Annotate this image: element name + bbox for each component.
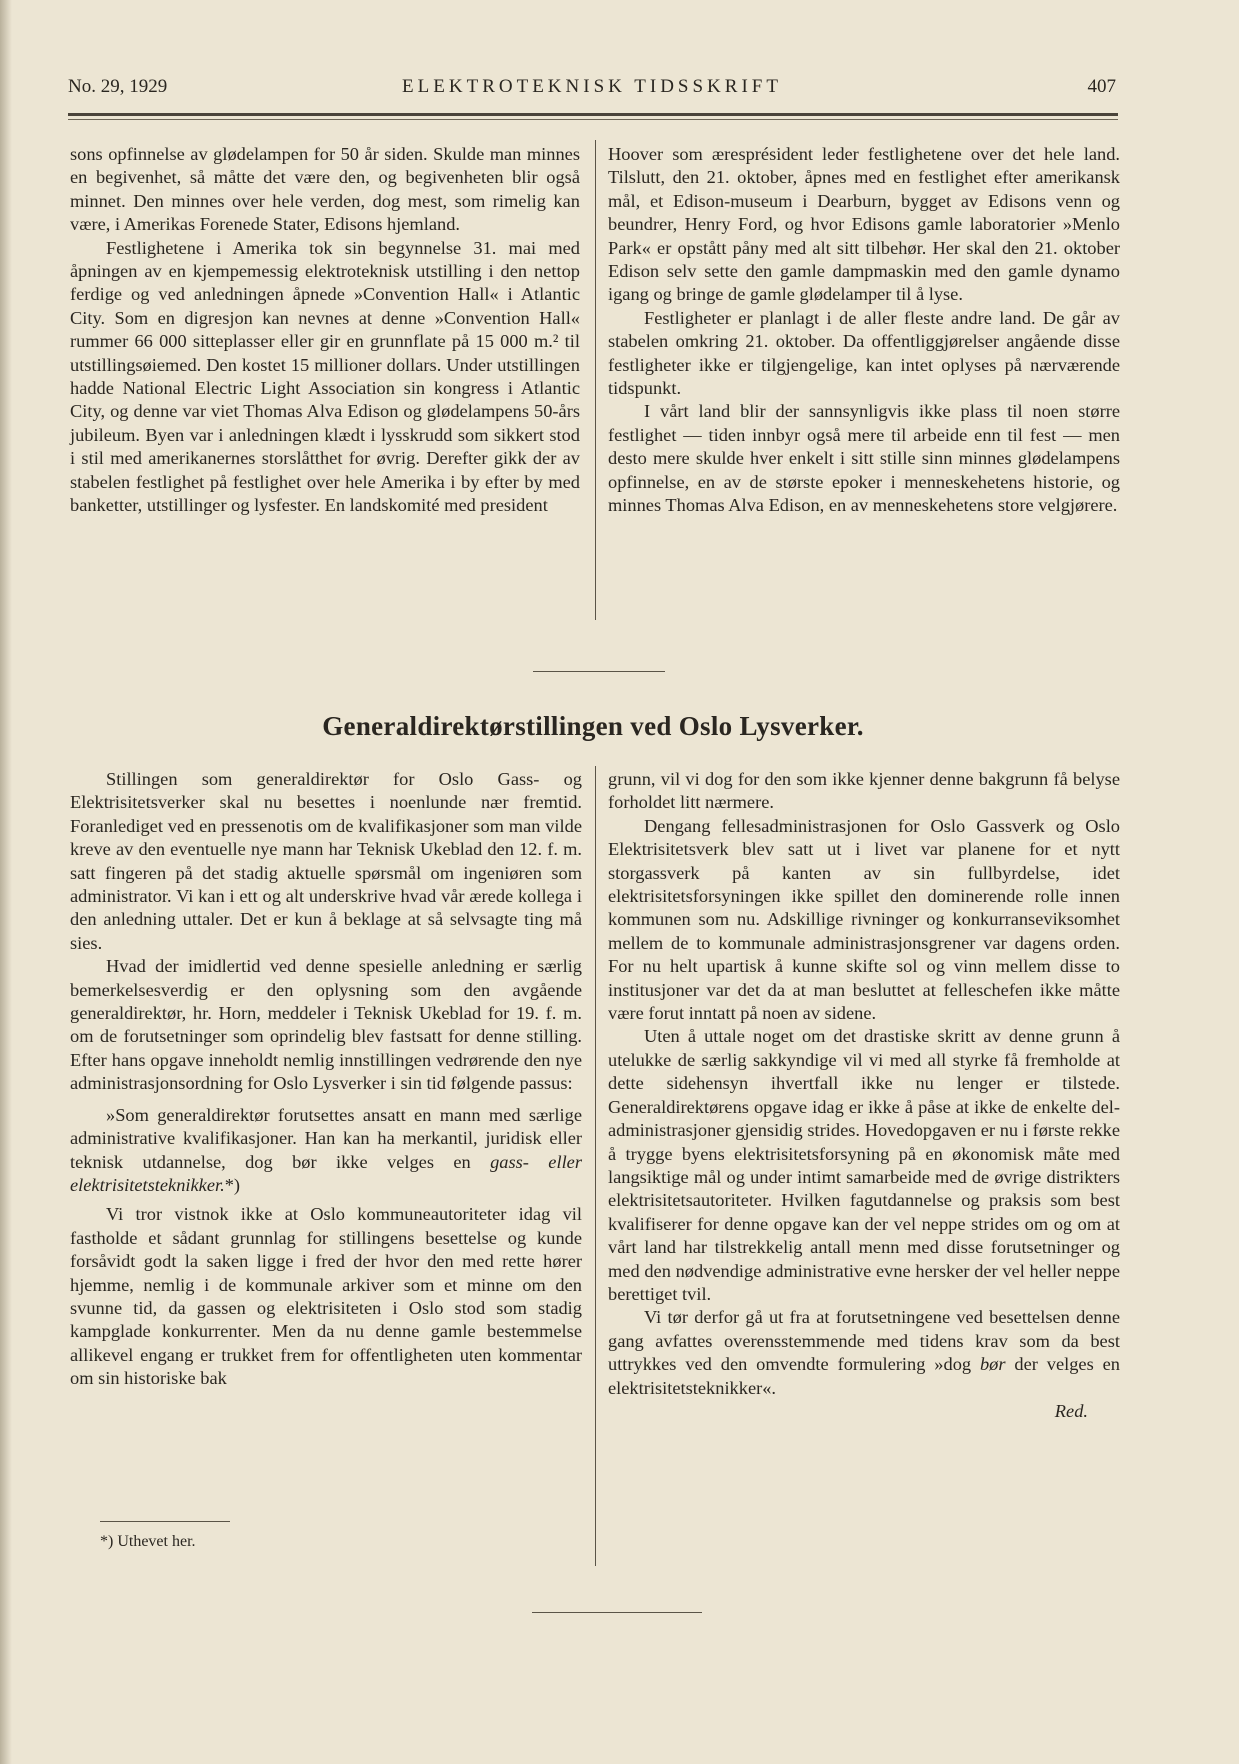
article2-paragraph: [608, 1306, 1120, 1400]
issue-label: No. 29, 1929: [68, 76, 168, 97]
closing-text: Vi tør derfor gå ut fra at forutsetningene ved besettelsen denne gang avfattes overensstemmende med tidens krav som da best uttrykkes ved den omvendte formulering »dog: [608, 1307, 1120, 1375]
article1-right-column: [608, 143, 1120, 518]
footnote-rule: [100, 1521, 230, 1522]
article2-quote: [70, 1104, 582, 1198]
article-separator: [533, 671, 665, 672]
article2-paragraph: Hvad der imidlertid ved denne spesielle anledning er særlig bemerkelsesverdig er den oplysning som den avgående generaldirektør, hr. Horn, meddeler i Teknisk Ukeblad for 19. f. m. om de forutsetninger som oprindelig blev fastsatt for denne stilling. Efter hans opgave inneholdt nemlig innstillingen vedrørende den nye administrasjonsordning for Oslo Lysverker i sin tid følgende passus:: [70, 956, 582, 1094]
article1-paragraph: Hoover som æresprésident leder festlighetene over det hele land. Tilslutt, den 21. oktober, åpnes med en festlighet efter amerikansk mål, et Edison-museum i Dearburn, bygget av Edisons venn og beundrer, Henry Ford, og hvor Edisons gamle laboratorier »Menlo Park« er opstått påny med alt sitt tilbehør. Her skal den 21. oktober Edison selv sette den gamle dampmaskin med den gamle dynamo igang og bringe de gamle glødelamper til å lyse.: [608, 144, 1120, 305]
article1-paragraph: I vårt land blir der sannsynligvis ikke plass til noen større festlighet — tiden innbyr også mere til arbeide enn til fest — men desto mere skulde hver enkelt i sitt stille sinn minnes glødelampens opfinnelse, en av de største epoker i menneskehetens historie, og minnes Thomas Alva Edison, en av menneskehetens store velgjørere.: [608, 401, 1120, 516]
page-number: 407: [1087, 76, 1116, 97]
quote-italic-text: gass- eller elektrisitetsteknikker.: [70, 1151, 582, 1195]
article2-left-column: [70, 768, 582, 1391]
journal-title: ELEKTROTEKNISK TIDSSKRIFT: [402, 76, 782, 97]
article2-paragraph: Uten å uttale noget om det drastiske skritt av denne grunn å utelukke de særlig sakkyndige vil vi med all styrke få fremholde at dette sidehensyn ihvertfall ikke nu lenger er tilstede. Generaldirektørens opgave idag er ikke å påse at ikke de enkelte deladministrasjoner gjensidig strides. Hovedopgaven er nu i første rekke å trygge byens elektrisitetsforsyning på en økonomisk måte med langsiktige mål og under intimt samarbeide med de øvrige distrikters elektrisitetsautoriteter. Hvilken fagutdannelse og praksis som best kvalifiserer for denne opgave kan der vel neppe strides om og om at vårt land har tilstrekkelig antall menn med disse forutsetninger og med den nødvendige administrative evne hersker der vel heller neppe berettiget tvil.: [608, 1026, 1120, 1304]
header-rule-thick: [68, 113, 1118, 116]
article1-paragraph: Festligheter er planlagt i de aller fleste andre land. De går av stabelen omkring 21. oktober. Da offentliggjørelser angående disse festligheter ikke er tilgjengelige, kan intet oplyses på nærværende tidspunkt.: [608, 307, 1120, 399]
quote-footnote-marker: *): [224, 1174, 241, 1195]
article2-paragraph: Dengang fellesadministrasjonen for Oslo Gassverk og Oslo Elektrisitetsverk blev satt ut i livet var planene for et nytt storgassverk på kanten av sin fullbyrdelse, idet elektrisitetsforsyningen ikke spillet den dominerende rolle innen kommunen som nu. Adskillige rivninger og konkurranseviksomhet mellem de to kommunale administrasjonsgrener var dagens orden. For nu helt upartisk å kunne skifte sol og vinn mellem disse to institusjoner var det da at man besluttet at felleschefen ikke måtte være forut inntatt på noen av sidene.: [608, 815, 1120, 1024]
article1-paragraph: sons opfinnelse av glødelampen for 50 år siden. Skulde man minnes en begivenhet, så måtte det være den, og begivenheten blir også minnet. Den minnes over hele verden, dog mest, som rimelig kan være, i Amerikas Forenede Stater, Edisons hjemland.: [70, 144, 580, 235]
column-divider: [595, 766, 596, 1566]
closing-text-end: der velges en elektrisitetsteknikker«.: [608, 1354, 1120, 1398]
page-edge-shadow: [0, 0, 12, 1764]
signature-line: [608, 1400, 1120, 1423]
end-rule: [532, 1612, 702, 1613]
article2-paragraph: Vi tror vistnok ikke at Oslo kommuneautoriteter idag vil fastholde et sådant grunnlag for stillingens besettelse og kunde forsåvidt godt la saken ligge i fred der hvor den med rette hører hjemme, nemlig i de kommunale arkiver som et minne om den svunne tid, da gassen og elektrisiteten i Oslo stod som stadig kampglade konkurrenter. Men da nu denne gamle bestemmelse allikevel engang er trukket frem for offentligheten uten kommentar om sin historiske bak: [70, 1204, 582, 1389]
article1-left-column: [70, 143, 580, 518]
column-divider: [595, 140, 596, 620]
closing-italic-text: bør: [979, 1354, 1006, 1375]
article2-right-column: [608, 768, 1120, 1423]
article1-paragraph: Festlighetene i Amerika tok sin begynnelse 31. mai med åpningen av en kjempemessig elektroteknisk utstilling i den nettop ferdige og ved anledningen åpnede »Convention Hall« i Atlantic City. Som en digresjon kan nevnes at denne »Convention Hall« rummer 66 000 sitteplasser eller gir en grunnflate på 15 000 m.² til utstillingsøiemed. Den kostet 15 millioner dollars. Under utstillingen hadde National Electric Light Association sin kongress i Atlantic City, og denne var viet Thomas Alva Edison og glødelampens 50-års jubileum. Byen var i anledningen klædt i lysskrudd som sikkert stod i stil med amerikanernes storslåtthet for øvrig. Derefter gikk der av stabelen festlighet på festlighet over hele Amerika i by efter by med banketter, utstillinger og lysfester. En landskomité med president: [70, 237, 580, 516]
editor-signature: Red.: [1054, 1400, 1088, 1421]
header-rule-thin: [68, 119, 1118, 120]
article2-paragraph: grunn, vil vi dog for den som ikke kjenner denne bakgrunn få belyse forholdet litt nærmere.: [608, 769, 1120, 813]
running-header: [68, 76, 1116, 100]
footnote: *) Uthevet her.: [100, 1533, 196, 1550]
quote-text: »Som generaldirektør forutsettes ansatt en mann med særlige administrative kvalifikasjoner. Han kan ha merkantil, juridisk eller teknisk utdannelse, dog bør ikke velges en: [70, 1104, 582, 1172]
article2-title: Generaldirektørstillingen ved Oslo Lysverker.: [322, 711, 864, 741]
article2-paragraph: Stillingen som generaldirektør for Oslo Gass- og Elektrisitetsverker skal nu besettes i noenlunde nær fremtid. Foranlediget ved en pressenotis om de kvalifikasjoner som man vilde kreve av den eventuelle nye mann har Teknisk Ukeblad den 12. f. m. satt fingeren på det stadig aktuelle spørsmål om ingeniøren som administrator. Vi kan i ett og alt underskrive hvad vår ærede kollega i den anledning uttaler. Det er kun å beklage at så selvsagte ting må sies.: [70, 769, 582, 953]
